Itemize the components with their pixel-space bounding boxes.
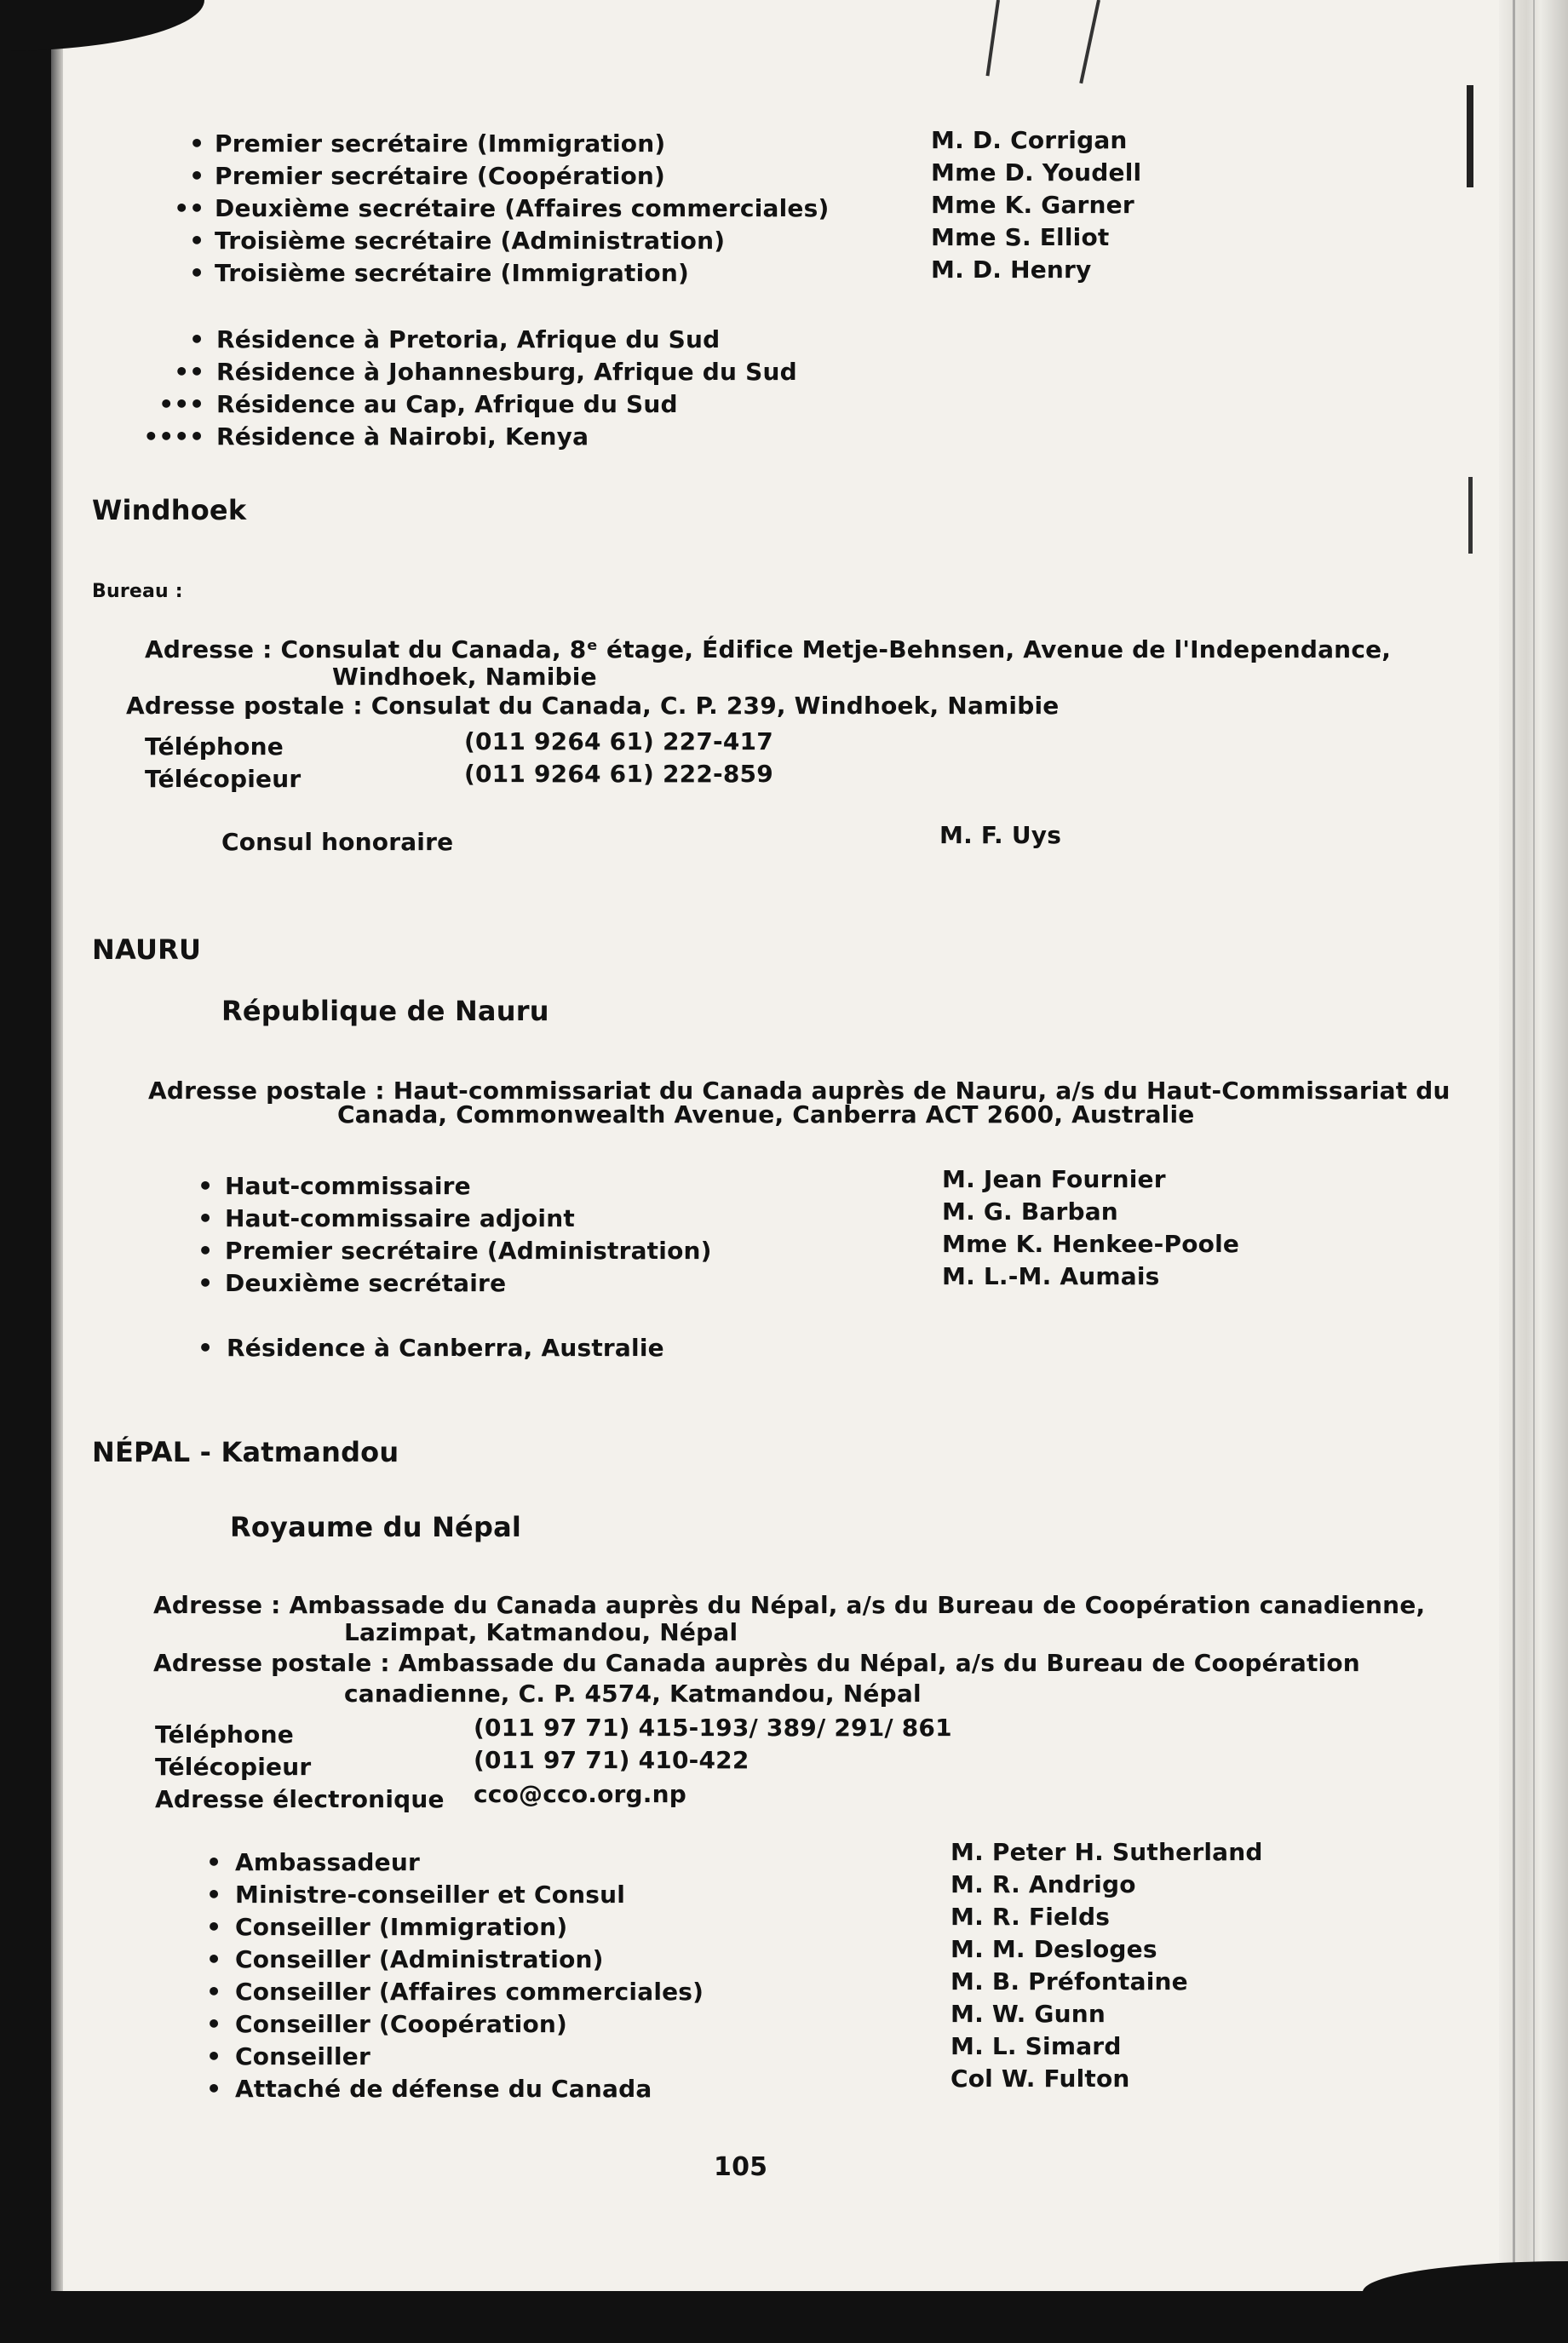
position-title: Haut-commissaire	[225, 1172, 471, 1200]
scan-edge-top	[0, 0, 204, 51]
position-name: Mme D. Youdell	[931, 158, 1142, 187]
position-name: M. L. Simard	[951, 2032, 1122, 2060]
scan-edge-bottom	[0, 2291, 1568, 2343]
fax-value: (011 97 71) 410-422	[474, 1746, 750, 1774]
residence-text: Résidence au Cap, Afrique du Sud	[216, 390, 678, 418]
position-title: Attaché de défense du Canada	[235, 2075, 652, 2103]
country-heading: NAURU	[92, 933, 202, 966]
position-name: M. Peter H. Sutherland	[951, 1838, 1263, 1866]
pen-mark	[1079, 0, 1100, 83]
position-name: M. R. Fields	[951, 1903, 1111, 1931]
position-title: Conseiller (Administration)	[235, 1945, 604, 1973]
fax-label: Télécopieur	[155, 1753, 312, 1781]
position-name: Mme S. Elliot	[931, 223, 1110, 251]
bullet-mark: •	[206, 1848, 221, 1876]
position-title: Troisième secrétaire (Immigration)	[215, 259, 689, 287]
bullet-mark: •	[206, 2042, 221, 2070]
position-name: Mme K. Henkee-Poole	[942, 1230, 1240, 1258]
bureau-label: Bureau :	[92, 581, 183, 602]
bullet-mark: •	[198, 1237, 213, 1265]
phone-value: (011 97 71) 415-193/ 389/ 291/ 861	[474, 1714, 952, 1742]
position-name: M. G. Barban	[942, 1197, 1118, 1226]
position-title: Deuxième secrétaire (Affaires commerciales)	[215, 194, 830, 222]
bullet-mark: •	[198, 1172, 213, 1200]
scan-mark	[1467, 85, 1473, 187]
position-title: Conseiller (Coopération)	[235, 2010, 568, 2038]
position-name: Col W. Fulton	[951, 2064, 1130, 2093]
position-name: M. W. Gunn	[951, 2000, 1106, 2028]
country-heading: NÉPAL - Katmandou	[92, 1436, 399, 1468]
address-line: Adresse : Ambassade du Canada auprès du Népal, a/s du Bureau de Coopération canadienne,	[153, 1591, 1426, 1619]
postal-address-line: canadienne, C. P. 4574, Katmandou, Népal	[344, 1680, 922, 1708]
bullet-mark: •	[189, 259, 204, 287]
fax-label: Télécopieur	[145, 765, 302, 793]
pen-mark	[985, 0, 999, 76]
position-title: Troisième secrétaire (Administration)	[215, 227, 726, 255]
position-title: Haut-commissaire adjoint	[225, 1204, 575, 1232]
position-name: M. R. Andrigo	[951, 1870, 1136, 1898]
bullet-mark: •	[206, 1978, 221, 2006]
bullet-mark: ••••	[143, 422, 204, 451]
residence-text: Résidence à Johannesburg, Afrique du Sud	[216, 358, 797, 386]
address-line: Windhoek, Namibie	[332, 663, 597, 691]
address-line: Adresse : Consulat du Canada, 8ᵉ étage, Édifice Metje-Behnsen, Avenue de l'Independance,	[145, 635, 1392, 663]
position-title: Premier secrétaire (Administration)	[225, 1237, 712, 1265]
bullet-mark: •	[198, 1204, 213, 1232]
official-name: République de Nauru	[221, 995, 549, 1027]
position-name: M. M. Desloges	[951, 1935, 1157, 1963]
position-name: Mme K. Garner	[931, 191, 1134, 219]
scan-mark	[1468, 477, 1473, 554]
position-name: M. D. Henry	[931, 256, 1092, 284]
postal-address-line: Canada, Commonwealth Avenue, Canberra ACT 2600, Australie	[337, 1100, 1195, 1128]
residence-text: Résidence à Pretoria, Afrique du Sud	[216, 325, 721, 353]
postal-address-line: Adresse postale : Haut-commissariat du Canada auprès de Nauru, a/s du Haut-Commissariat du	[148, 1077, 1450, 1105]
postal-address-line: Adresse postale : Consulat du Canada, C. P. 239, Windhoek, Namibie	[126, 692, 1060, 720]
section-heading: Windhoek	[92, 494, 247, 526]
position-title: Conseiller	[235, 2042, 370, 2070]
bullet-mark: •	[206, 1913, 221, 1941]
scan-line	[1513, 0, 1515, 2300]
position-name: M. B. Préfontaine	[951, 1967, 1188, 1996]
email-label: Adresse électronique	[155, 1785, 445, 1813]
position-title: Ministre-conseiller et Consul	[235, 1881, 626, 1909]
address-line: Lazimpat, Katmandou, Népal	[344, 1618, 738, 1646]
position-name: M. D. Corrigan	[931, 126, 1128, 154]
postal-address-line: Adresse postale : Ambassade du Canada auprès du Népal, a/s du Bureau de Coopération	[153, 1649, 1360, 1677]
bullet-mark: •	[198, 1269, 213, 1297]
phone-value: (011 9264 61) 227-417	[464, 727, 773, 755]
bullet-mark: •	[206, 1945, 221, 1973]
bullet-mark: •	[206, 2010, 221, 2038]
scan-edge-left	[0, 0, 51, 2343]
fax-value: (011 9264 61) 222-859	[464, 760, 773, 788]
position-name: M. Jean Fournier	[942, 1165, 1166, 1193]
residence-text: Résidence à Canberra, Australie	[227, 1334, 664, 1362]
bullet-mark: •	[189, 162, 204, 190]
position-title: Consul honoraire	[221, 828, 454, 856]
page-number: 105	[714, 2152, 768, 2182]
phone-label: Téléphone	[145, 732, 284, 761]
position-title: Ambassadeur	[235, 1848, 420, 1876]
position-name: M. F. Uys	[939, 821, 1062, 849]
scan-edge-left-shadow	[51, 0, 63, 2343]
position-title: Deuxième secrétaire	[225, 1269, 507, 1297]
position-title: Conseiller (Affaires commerciales)	[235, 1978, 704, 2006]
official-name: Royaume du Népal	[230, 1511, 522, 1543]
bullet-mark: •	[189, 227, 204, 255]
bullet-mark: •	[206, 2075, 221, 2103]
residence-text: Résidence à Nairobi, Kenya	[216, 422, 589, 451]
bullet-mark: •	[206, 1881, 221, 1909]
email-value: cco@cco.org.np	[474, 1780, 687, 1808]
bullet-mark: •••	[158, 390, 204, 418]
scan-corner	[1363, 2261, 1568, 2292]
bullet-mark: ••	[174, 358, 204, 386]
position-name: M. L.-M. Aumais	[942, 1262, 1160, 1290]
position-title: Premier secrétaire (Immigration)	[215, 129, 666, 158]
bullet-mark: •	[189, 325, 204, 353]
position-title: Conseiller (Immigration)	[235, 1913, 568, 1941]
bullet-mark: ••	[174, 194, 204, 222]
position-title: Premier secrétaire (Coopération)	[215, 162, 666, 190]
bullet-mark: •	[189, 129, 204, 158]
scan-line	[1533, 0, 1535, 2300]
bullet-mark: •	[198, 1334, 213, 1362]
phone-label: Téléphone	[155, 1720, 294, 1749]
